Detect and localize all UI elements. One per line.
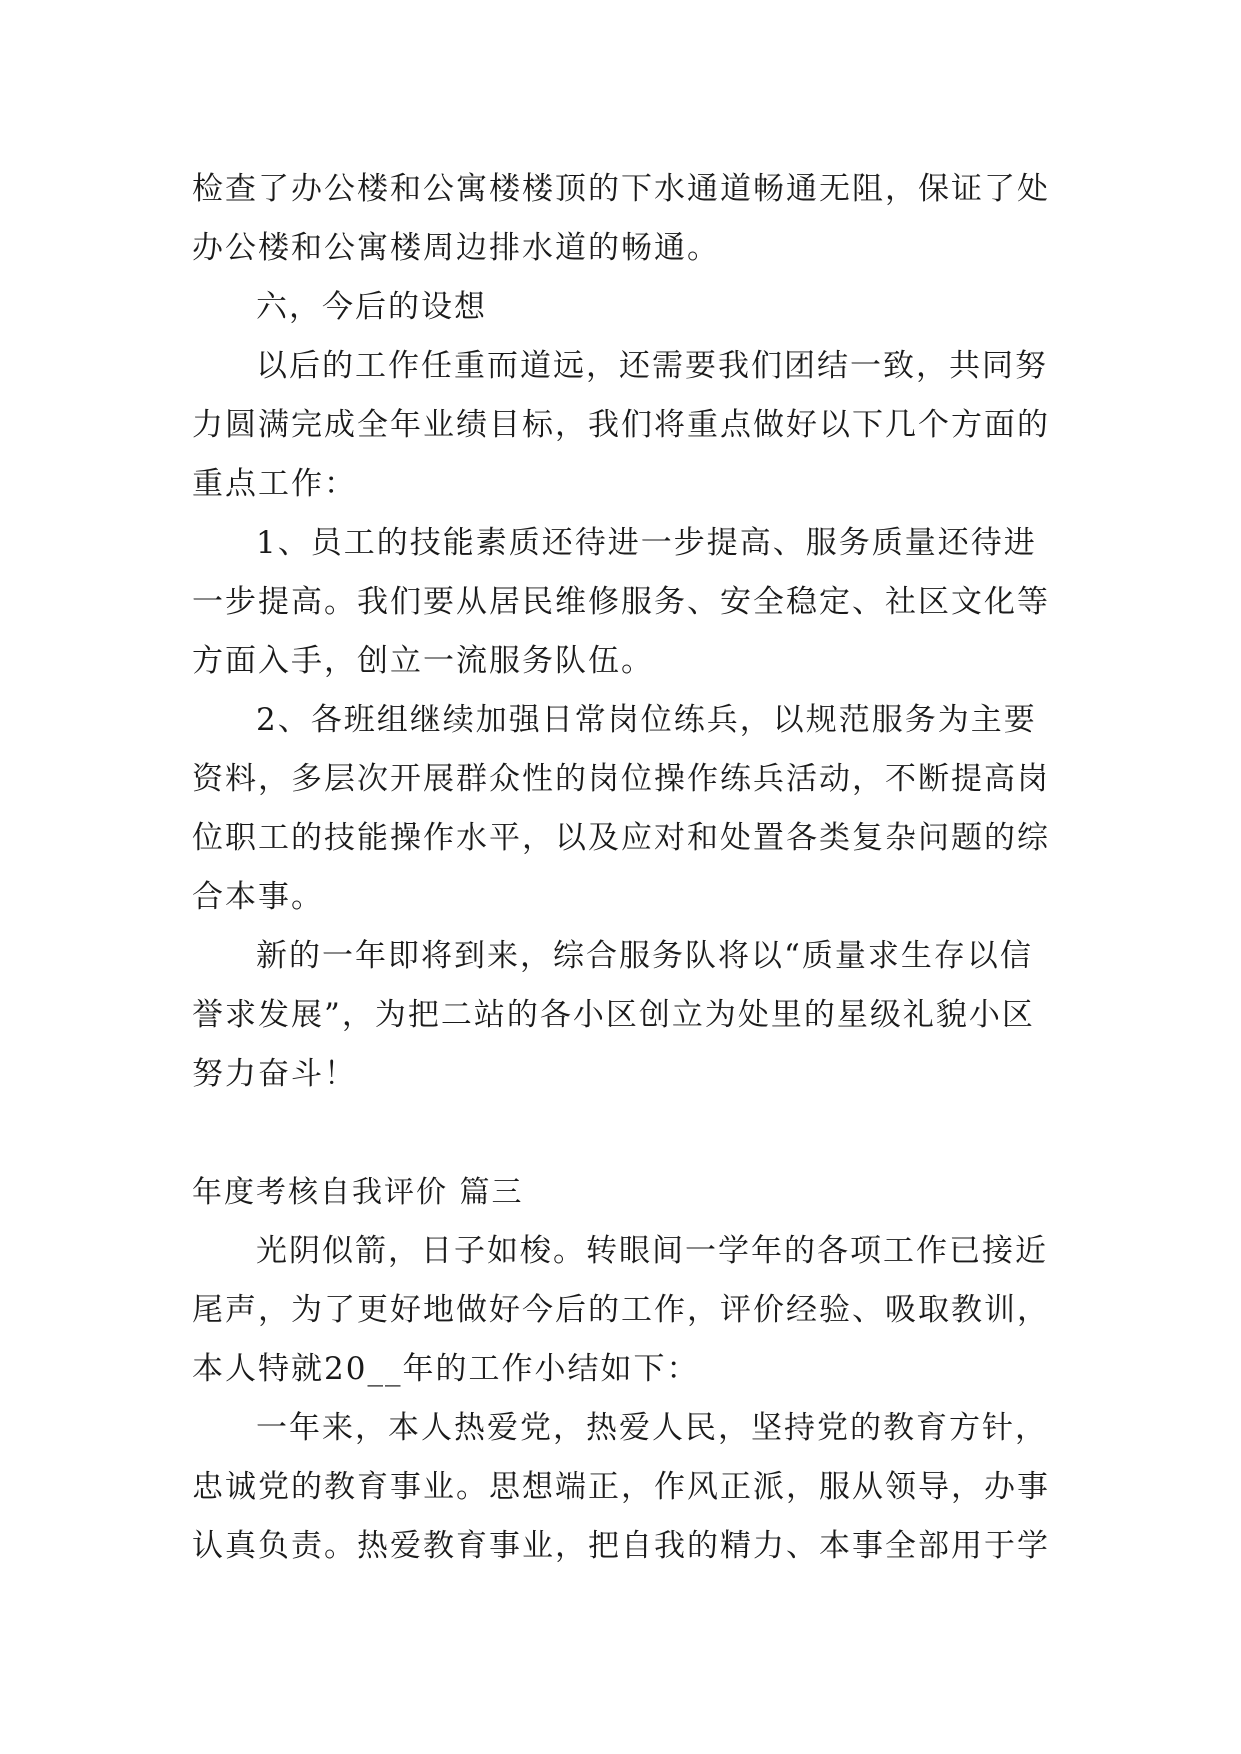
section-title: 年度考核自我评价 篇三 bbox=[192, 1175, 524, 1210]
text-line: 忠诚党的教育事业。思想端正，作风正派，服从领导，办事 bbox=[192, 1469, 1050, 1505]
text-line: 誉求发展”，为把二站的各小区创立为处里的星级礼貌小区 bbox=[192, 997, 1035, 1033]
text-line: 尾声，为了更好地做好今后的工作，评价经验、吸取教训， bbox=[192, 1292, 1050, 1328]
text-line: 位职工的技能操作水平，以及应对和处置各类复杂问题的综 bbox=[192, 820, 1050, 856]
text-line: 本人特就20__年的工作小结如下： bbox=[192, 1351, 700, 1387]
list-item-2: 2、各班组继续加强日常岗位练兵，以规范服务为主要 bbox=[256, 702, 1037, 738]
subsection-heading: 六，今后的设想 bbox=[256, 289, 487, 325]
paragraph-start: 光阴似箭，日子如梭。转眼间一学年的各项工作已接近 bbox=[256, 1233, 1048, 1269]
text-line: 重点工作： bbox=[192, 466, 357, 502]
text-line: 检查了办公楼和公寓楼楼顶的下水通道畅通无阻，保证了处 bbox=[192, 171, 1050, 207]
text-line: 资料，多层次开展群众性的岗位操作练兵活动，不断提高岗 bbox=[192, 761, 1050, 797]
document-body bbox=[192, 160, 1052, 1576]
section-spacer bbox=[192, 1104, 1052, 1163]
paragraph-start: 以后的工作任重而道远，还需要我们团结一致，共同努 bbox=[256, 348, 1048, 384]
text-line: 方面入手，创立一流服务队伍。 bbox=[192, 643, 654, 679]
text-line: 力圆满完成全年业绩目标，我们将重点做好以下几个方面的 bbox=[192, 407, 1050, 443]
text-line: 合本事。 bbox=[192, 879, 324, 915]
paragraph-start: 一年来，本人热爱党，热爱人民，坚持党的教育方针， bbox=[256, 1410, 1048, 1446]
text-line: 一步提高。我们要从居民维修服务、安全稳定、社区文化等 bbox=[192, 584, 1050, 620]
text-line: 努力奋斗！ bbox=[192, 1056, 357, 1092]
text-line: 认真负责。热爱教育事业，把自我的精力、本事全部用于学 bbox=[192, 1528, 1050, 1564]
list-item-1: 1、员工的技能素质还待进一步提高、服务质量还待进 bbox=[256, 525, 1037, 561]
paragraph-start: 新的一年即将到来，综合服务队将以“质量求生存以信 bbox=[256, 938, 1033, 974]
text-line: 办公楼和公寓楼周边排水道的畅通。 bbox=[192, 230, 720, 266]
